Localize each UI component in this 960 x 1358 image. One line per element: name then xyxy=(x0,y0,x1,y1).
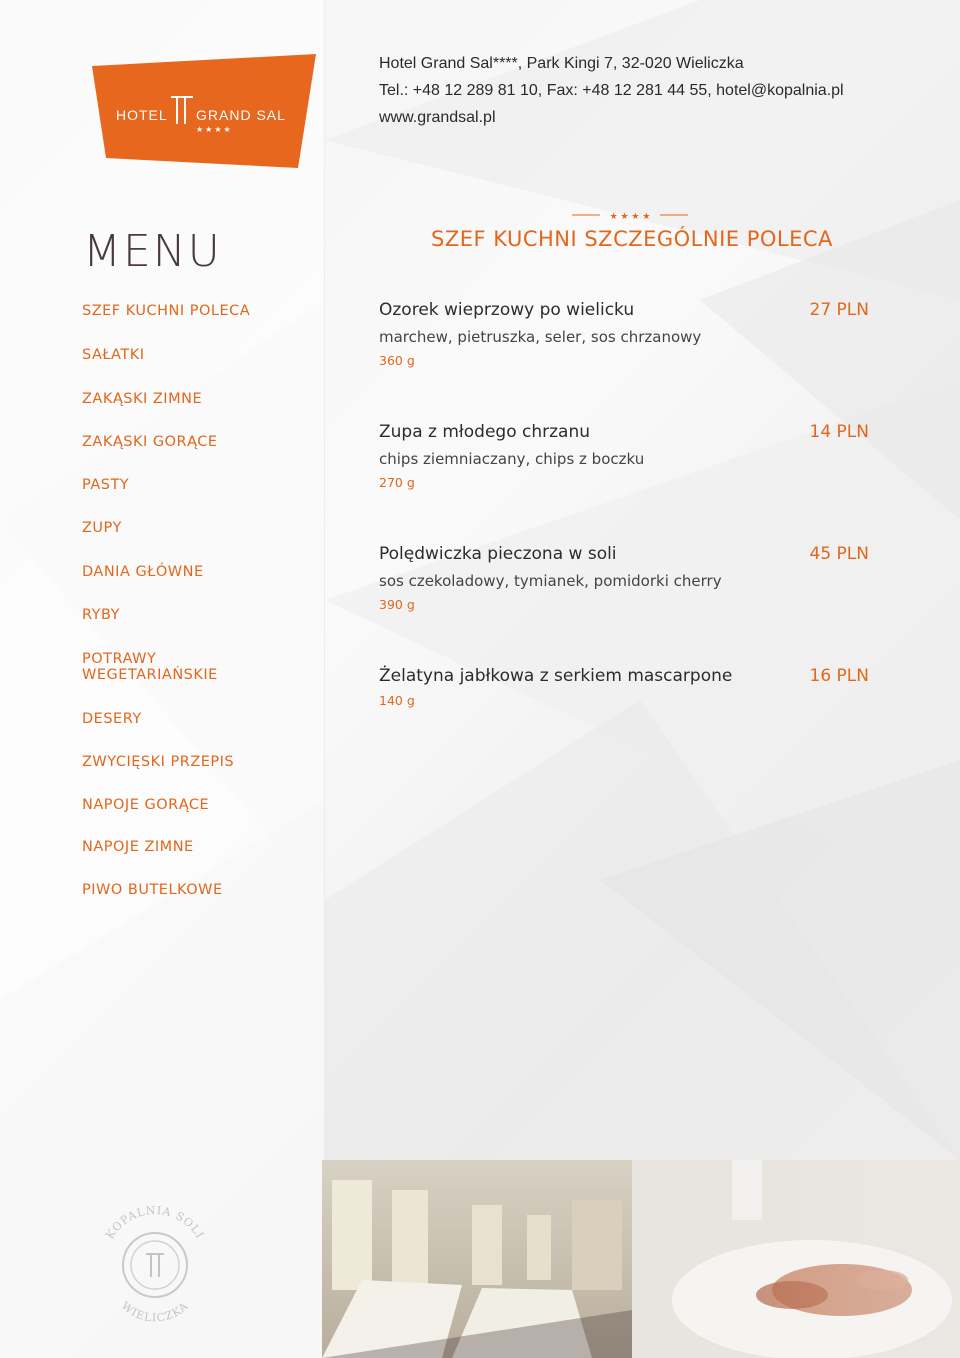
nav-item-desery[interactable]: DESERY xyxy=(82,711,142,727)
contact-phone-email[interactable]: Tel.: +48 12 289 81 10, Fax: +48 12 281 44 55, hotel@kopalnia.pl xyxy=(379,82,844,99)
contact-address: Hotel Grand Sal****, Park Kingi 7, 32-020 Wieliczka xyxy=(379,55,744,72)
svg-text:WIELICZKA xyxy=(119,1299,191,1323)
nav-item-dania-glowne[interactable]: DANIA GŁÓWNE xyxy=(82,564,204,580)
nav-item-piwo-butelkowe[interactable]: PIWO BUTELKOWE xyxy=(82,882,223,898)
nav-item-napoje-gorace[interactable]: NAPOJE GORĄCE xyxy=(82,797,210,813)
section-title: SZEF KUCHNI SZCZEGÓLNIE POLECA xyxy=(431,227,833,251)
dish-price: 14 PLN xyxy=(809,422,869,442)
dish-name: Polędwiczka pieczona w soli xyxy=(379,544,617,564)
dish-name: Ozorek wieprzowy po wielicku xyxy=(379,300,635,320)
dish-price: 45 PLN xyxy=(809,544,869,564)
nav-item-zwycieski-przepis[interactable]: ZWYCIĘSKI PRZEPIS xyxy=(82,754,235,770)
dish-description: sos czekoladowy, tymianek, pomidorki cherry xyxy=(379,572,722,590)
nav-item-ryby[interactable]: RYBY xyxy=(82,607,121,623)
dish-description: marchew, pietruszka, seler, sos chrzanowy xyxy=(379,328,702,346)
contact-info xyxy=(379,50,844,131)
dish-price: 16 PLN xyxy=(809,666,869,686)
dish-item xyxy=(379,422,869,490)
nav-item-potrawy-wegetarianskie[interactable]: POTRAWY WEGETARIAŃSKIE xyxy=(82,651,218,683)
logo-stars: ★★★★ xyxy=(196,125,233,134)
kopalnia-soli-seal xyxy=(92,1205,218,1323)
restaurant-photo xyxy=(322,1160,960,1358)
dish-item xyxy=(379,300,869,368)
dish-weight: 390 g xyxy=(379,597,415,612)
divider-stars: ★ ★ ★ ★ xyxy=(609,212,651,222)
hotel-logo xyxy=(92,54,316,168)
nav-item-zakaski-zimne[interactable]: ZAKĄSKI ZIMNE xyxy=(82,391,203,407)
dish-name: Zupa z młodego chrzanu xyxy=(379,422,590,442)
nav-item-zupy[interactable]: ZUPY xyxy=(82,520,122,536)
svg-text:KOPALNIA SOLI xyxy=(103,1205,206,1241)
stars-divider xyxy=(572,206,688,224)
nav-item-pasty[interactable]: PASTY xyxy=(82,477,130,493)
seal-top-text: KOPALNIA SOLI xyxy=(103,1205,207,1242)
logo-hotel-text: HOTEL xyxy=(116,107,168,123)
dish-price: 27 PLN xyxy=(809,300,869,320)
dish-description: chips ziemniaczany, chips z boczku xyxy=(379,450,645,468)
dish-item xyxy=(379,544,869,612)
dish-weight: 270 g xyxy=(379,475,415,490)
dish-item xyxy=(379,666,869,708)
seal-monogram-icon xyxy=(146,1253,164,1277)
nav-item-napoje-zimne[interactable]: NAPOJE ZIMNE xyxy=(82,839,194,855)
nav-item-szef-kuchni[interactable]: SZEF KUCHNI POLECA xyxy=(82,303,251,319)
contact-website[interactable]: www.grandsal.pl xyxy=(379,109,496,126)
dish-name: Żelatyna jabłkowa z serkiem mascarpone xyxy=(379,666,733,686)
menu-title: MENU xyxy=(83,226,222,277)
dish-weight: 140 g xyxy=(379,693,415,708)
dish-weight: 360 g xyxy=(379,353,415,368)
nav-item-zakaski-gorace[interactable]: ZAKĄSKI GORĄCE xyxy=(82,434,218,450)
seal-bottom-text: WIELICZKA xyxy=(118,1299,192,1323)
nav-item-salatki[interactable]: SAŁATKI xyxy=(82,347,145,363)
logo-grandsal-text: GRAND SAL xyxy=(196,107,286,123)
